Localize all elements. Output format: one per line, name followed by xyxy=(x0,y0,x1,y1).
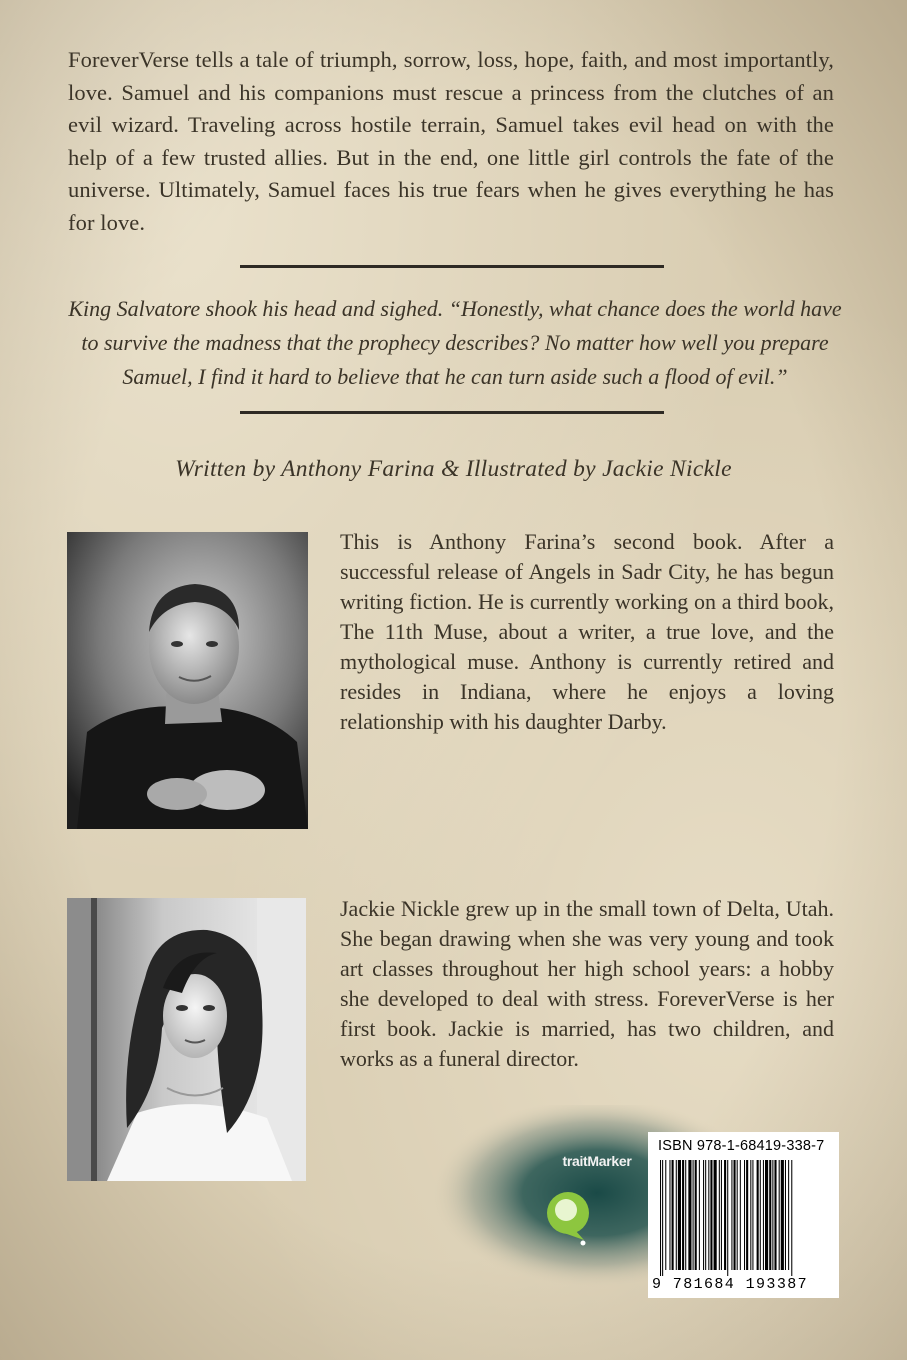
barcode-bar xyxy=(665,1160,666,1270)
top-divider xyxy=(240,265,664,268)
barcode-bar xyxy=(760,1160,761,1270)
barcode-bar xyxy=(708,1160,709,1270)
barcode-bar xyxy=(752,1160,753,1270)
author-photo xyxy=(67,532,308,829)
barcode-bar xyxy=(685,1160,686,1270)
barcode-bar xyxy=(774,1160,776,1270)
barcode-bar xyxy=(750,1160,751,1270)
barcode-bar xyxy=(660,1160,661,1276)
barcode-bar xyxy=(791,1160,792,1276)
publisher-name: traitMarker xyxy=(562,1153,632,1169)
illustrator-photo xyxy=(67,898,306,1181)
barcode-bar xyxy=(763,1160,764,1270)
illustrator-bio: Jackie Nickle grew up in the small town of Delta, Utah. She began drawing when she was very young and took art classes throughout her high school years: a hobby she developed to deal with stress. ForeverVerse is her first book. Jackie is married, has two children, and works as a funeral director. xyxy=(340,896,834,1071)
barcode-bar xyxy=(699,1160,700,1270)
barcode-bar xyxy=(769,1160,771,1270)
barcode-bar xyxy=(710,1160,712,1270)
barcode-bar xyxy=(788,1160,789,1270)
barcode-bar xyxy=(714,1160,717,1270)
isbn-label: ISBN 978-1-68419-338-7 xyxy=(658,1138,825,1154)
barcode-bars xyxy=(648,1132,839,1298)
barcode-bar xyxy=(724,1160,726,1270)
barcode-bar xyxy=(721,1160,722,1270)
author-illustrator-credit: Written by Anthony Farina & Illustrated by Jackie Nickle xyxy=(175,456,732,482)
barcode-bar xyxy=(705,1160,706,1270)
barcode-bar xyxy=(672,1160,674,1270)
barcode-bar xyxy=(727,1160,728,1276)
barcode-bar xyxy=(757,1160,759,1270)
barcode-bar xyxy=(765,1160,768,1270)
barcode-bar xyxy=(740,1160,741,1270)
barcode-bar xyxy=(662,1160,663,1276)
barcode-bar xyxy=(772,1160,773,1270)
barcode-bar xyxy=(779,1160,780,1270)
barcode-bar xyxy=(785,1160,786,1270)
barcode-bar xyxy=(676,1160,677,1270)
isbn-digits: 9 781684 193387 xyxy=(652,1276,809,1293)
bottom-divider xyxy=(240,411,664,414)
barcode-bar xyxy=(693,1160,694,1270)
barcode-bar xyxy=(695,1160,697,1270)
barcode-bar xyxy=(737,1160,738,1270)
barcode-bar xyxy=(669,1160,670,1270)
barcode-bar xyxy=(703,1160,704,1270)
blurb-paragraph: ForeverVerse tells a tale of triumph, sorrow, loss, hope, faith, and most importantly, love. Samuel and his companions must rescue a princess from the clutches of an evil wizard. Traveling across hostile terrain, Samuel takes evil head on with the help of a few trusted allies. But in the end, one little girl controls the fate of the universe. Ultimately, Samuel faces his true fears when he gives everything he has for love. xyxy=(68,47,834,235)
barcode-bar xyxy=(678,1160,681,1270)
barcode-bar xyxy=(746,1160,748,1270)
barcode-bar xyxy=(719,1160,720,1270)
book-excerpt-quote: King Salvatore shook his head and sighed. “Honestly, what chance does the world have to survive the madness that the prophecy describes? No matter how well you prepare Samuel, I find it hard to believe that he can turn aside such a flood of evil.” xyxy=(68,296,842,389)
barcode-bar xyxy=(781,1160,784,1270)
barcode-bar xyxy=(744,1160,745,1270)
barcode-bar xyxy=(731,1160,732,1270)
author-bio: This is Anthony Farina’s second book. After a successful release of Angels in Sadr City, he has begun writing fiction. He is currently working on a third book, The 11th Muse, about a writer, a true love, and the mythological muse. Anthony is currently retired and resides in Indiana, where he enjoys a loving relationship with his daughter Darby. xyxy=(340,529,834,734)
barcode-bar xyxy=(734,1160,736,1270)
barcode-bar xyxy=(682,1160,684,1270)
barcode-bar xyxy=(688,1160,691,1270)
isbn-barcode xyxy=(648,1132,839,1298)
